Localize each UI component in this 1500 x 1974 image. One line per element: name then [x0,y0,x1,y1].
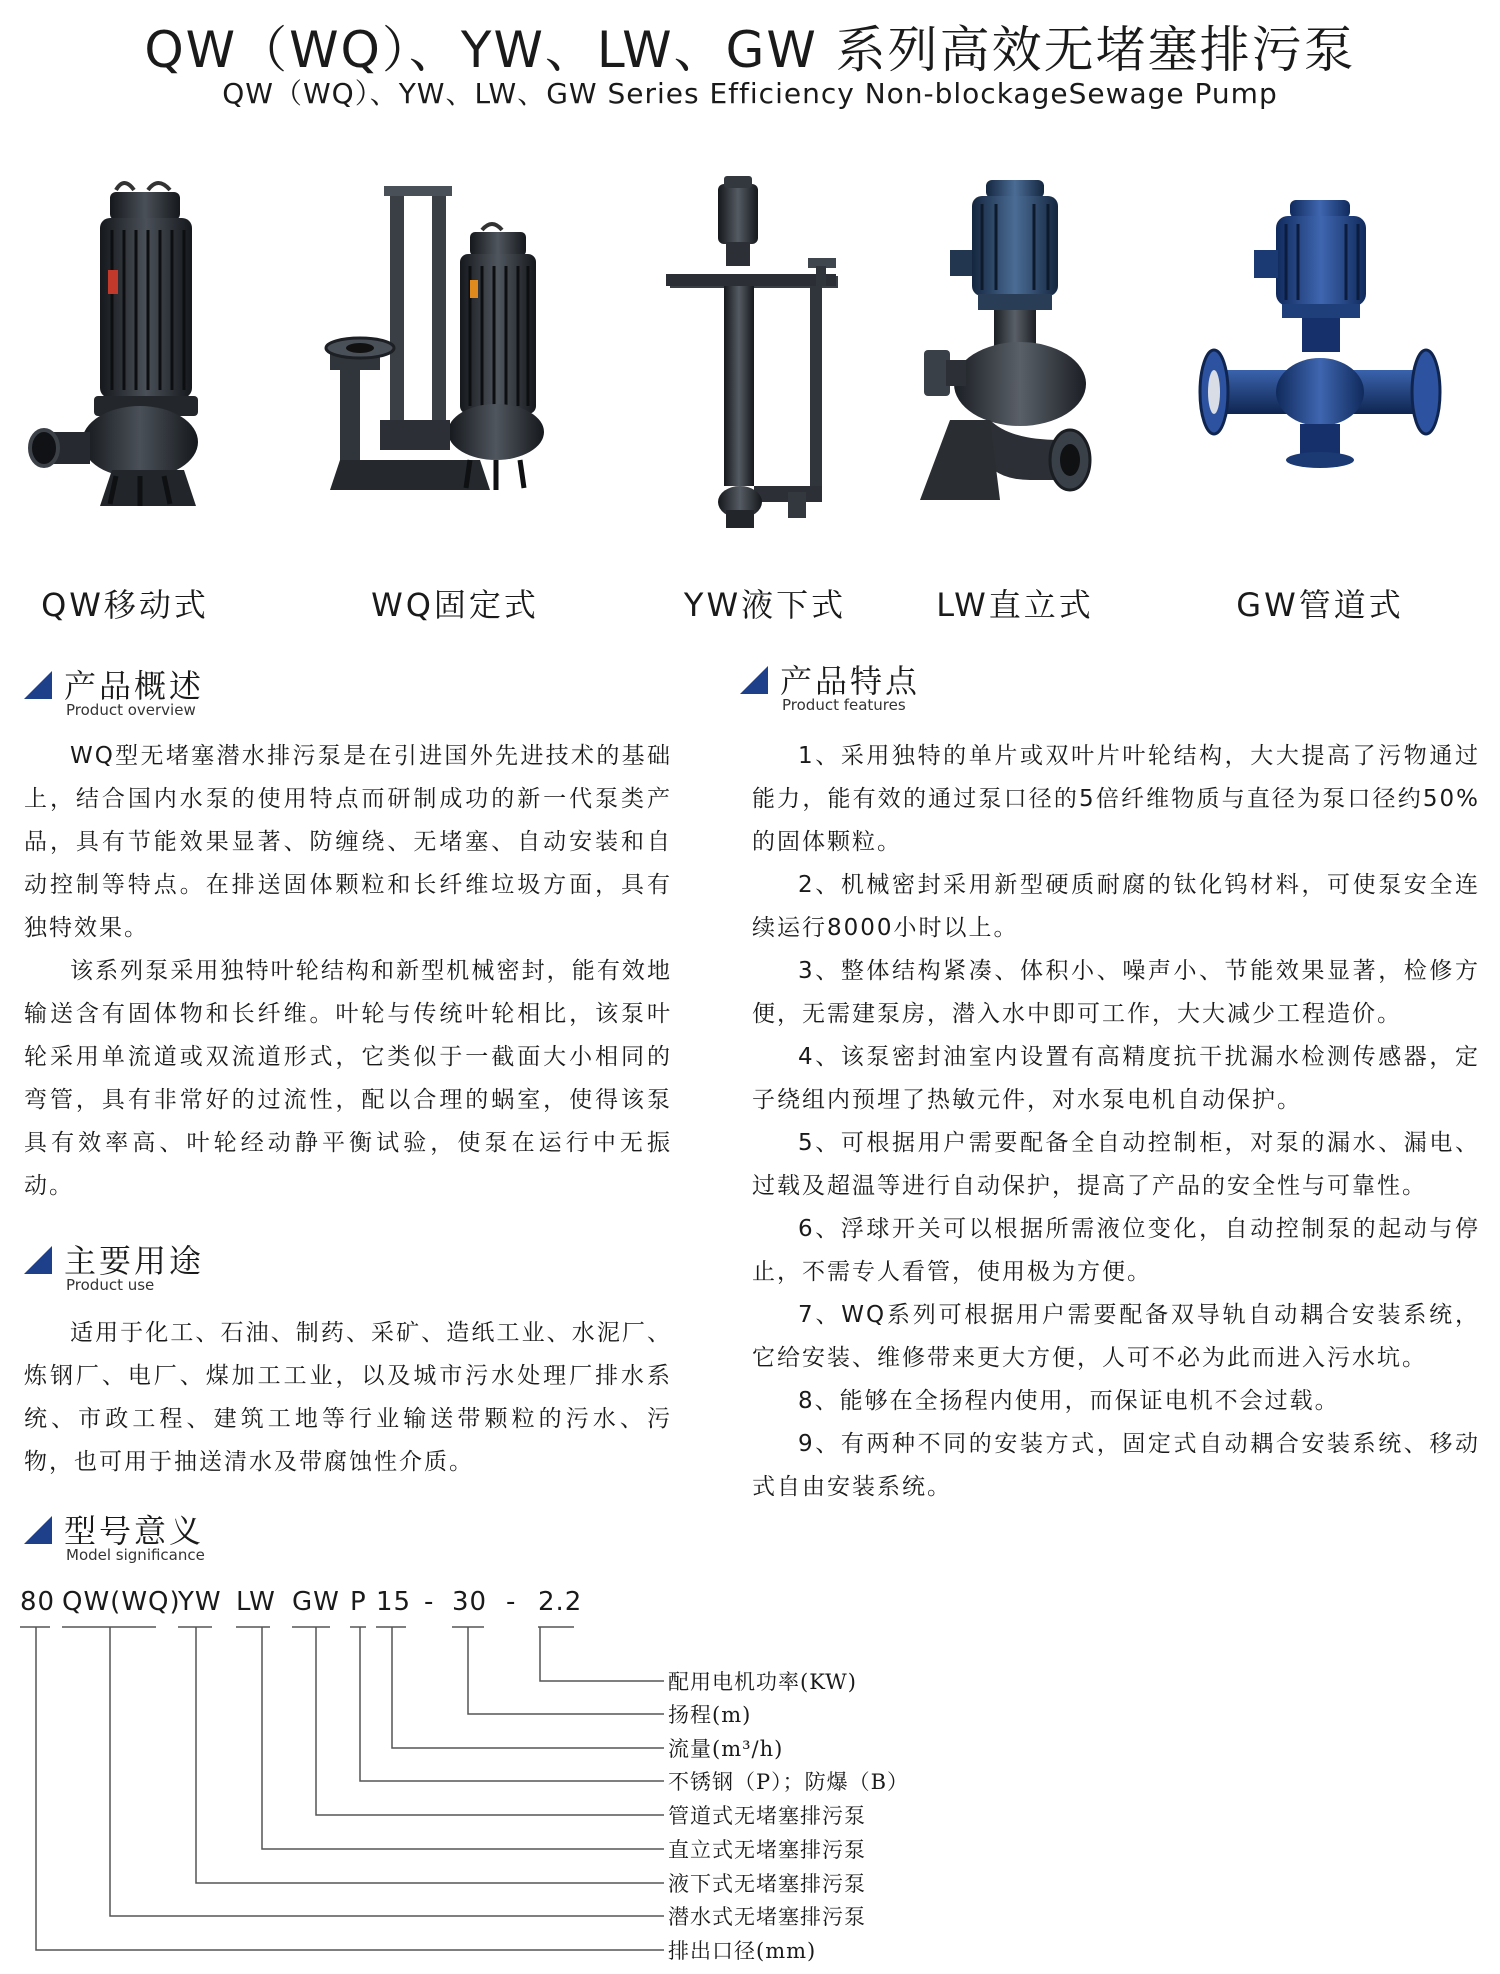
product-label: WQ固定式 [371,586,539,624]
legend-item: 扬程(m) [668,1703,752,1727]
product-label: YW液下式 [683,586,847,624]
code-part: 15 [376,1587,412,1617]
product-label: GW管道式 [1236,586,1404,624]
features-header [740,660,1140,720]
page-title: QW（WQ）、YW、LW、GW 系列高效无堵塞排污泵 [144,21,1356,79]
overview-title: 产品概述 [64,667,205,705]
legend-item: 排出口径(mm) [668,1939,817,1963]
legend-item: 液下式无堵塞排污泵 [668,1872,866,1896]
feature-item: 1、采用独特的单片或双叶片叶轮结构，大大提高了污物通过能力，能有效的通过泵口径的5倍纤维物质与直径为泵口径约50%的固体颗粒。 [752,743,1480,855]
code-part: 30 [452,1587,488,1617]
feature-item: 5、可根据用户需要配备全自动控制柜，对泵的漏水、漏电、过载及超温等进行自动保护，提高了产品的安全性与可靠性。 [752,1130,1480,1199]
legend-item: 直立式无堵塞排污泵 [668,1838,866,1862]
feature-item: 3、整体结构紧凑、体积小、噪声小、节能效果显著，检修方便，无需建泵房，潜入水中即可工作，大大减少工程造价。 [752,958,1480,1027]
legend-item: 配用电机功率(KW) [668,1670,857,1694]
features-subtitle: Product features [782,696,906,714]
legend-item: 潜水式无堵塞排污泵 [668,1905,866,1929]
model-title: 型号意义 [64,1512,205,1550]
overview-paragraph: WQ型无堵塞潜水排污泵是在引进国外先进技术的基础上，结合国内水泵的使用特点而研制成功的新一代泵类产品，具有节能效果显著、防缠绕、无堵塞、自动安装和自动控制等特点。在排送固体颗粒和长纤维垃圾方面，具有独特效果。 [24,743,672,941]
features-title: 产品特点 [780,662,921,700]
code-part: GW [292,1587,340,1617]
page-subtitle: QW（WQ）、YW、LW、GW Series Efficiency Non-blockageSewage Pump [222,77,1278,110]
code-part: QW(WQ) [62,1587,181,1617]
code-part: 80 [20,1587,56,1617]
feature-item: 8、能够在全扬程内使用，而保证电机不会过载。 [798,1388,1340,1414]
legend-item: 不锈钢（P）；防爆（B） [668,1770,910,1794]
section-marker-icon [740,666,768,694]
usage-paragraph: 适用于化工、石油、制药、采矿、造纸工业、水泥厂、炼钢厂、电厂、煤加工工业，以及城市污水处理厂排水系统、市政工程、建筑工地等行业输送带颗粒的污水、污物，也可用于抽送清水及带腐蚀性介质。 [24,1320,672,1475]
product-label: QW移动式 [41,586,209,624]
code-part: YW [178,1587,222,1617]
model-subtitle: Model significance [66,1546,205,1564]
overview-paragraph: 该系列泵采用独特叶轮结构和新型机械密封，能有效地输送含有固体物和长纤维。叶轮与传统叶轮相比，该泵叶轮采用单流道或双流道形式，它类似于一截面大小相同的弯管，具有非常好的过流性，配以合理的蜗室，使得该泵具有效率高、叶轮经动静平衡试验，使泵在运行中无振动。 [24,958,672,1199]
feature-item: 9、有两种不同的安装方式，固定式自动耦合安装系统、移动式自由安装系统。 [752,1431,1480,1500]
product-label: LW直立式 [936,586,1094,624]
feature-item: 2、机械密封采用新型硬质耐腐的钛化钨材料，可使泵安全连续运行8000小时以上。 [752,872,1480,941]
legend-item: 流量(m³/h) [668,1737,784,1761]
code-part: - [424,1587,435,1617]
feature-item: 7、WQ系列可根据用户需要配备双导轨自动耦合安装系统，它给安装、维修带来更大方便，人可不必为此而进入污水坑。 [752,1302,1480,1371]
usage-title: 主要用途 [64,1242,205,1280]
legend-item: 管道式无堵塞排污泵 [668,1804,866,1828]
code-part: 2.2 [538,1587,583,1617]
code-part: P [350,1587,367,1617]
code-part: - [506,1587,517,1617]
code-part: LW [236,1587,276,1617]
usage-subtitle: Product use [66,1276,155,1294]
features-text [752,735,1480,1509]
feature-item: 4、该泵密封油室内设置有高精度抗干扰漏水检测传感器，定子绕组内预埋了热敏元件，对水泵电机自动保护。 [752,1044,1480,1113]
overview-subtitle: Product overview [66,701,196,719]
feature-item: 6、浮球开关可以根据所需液位变化，自动控制泵的起动与停止，不需专人看管，使用极为方便。 [752,1216,1480,1285]
